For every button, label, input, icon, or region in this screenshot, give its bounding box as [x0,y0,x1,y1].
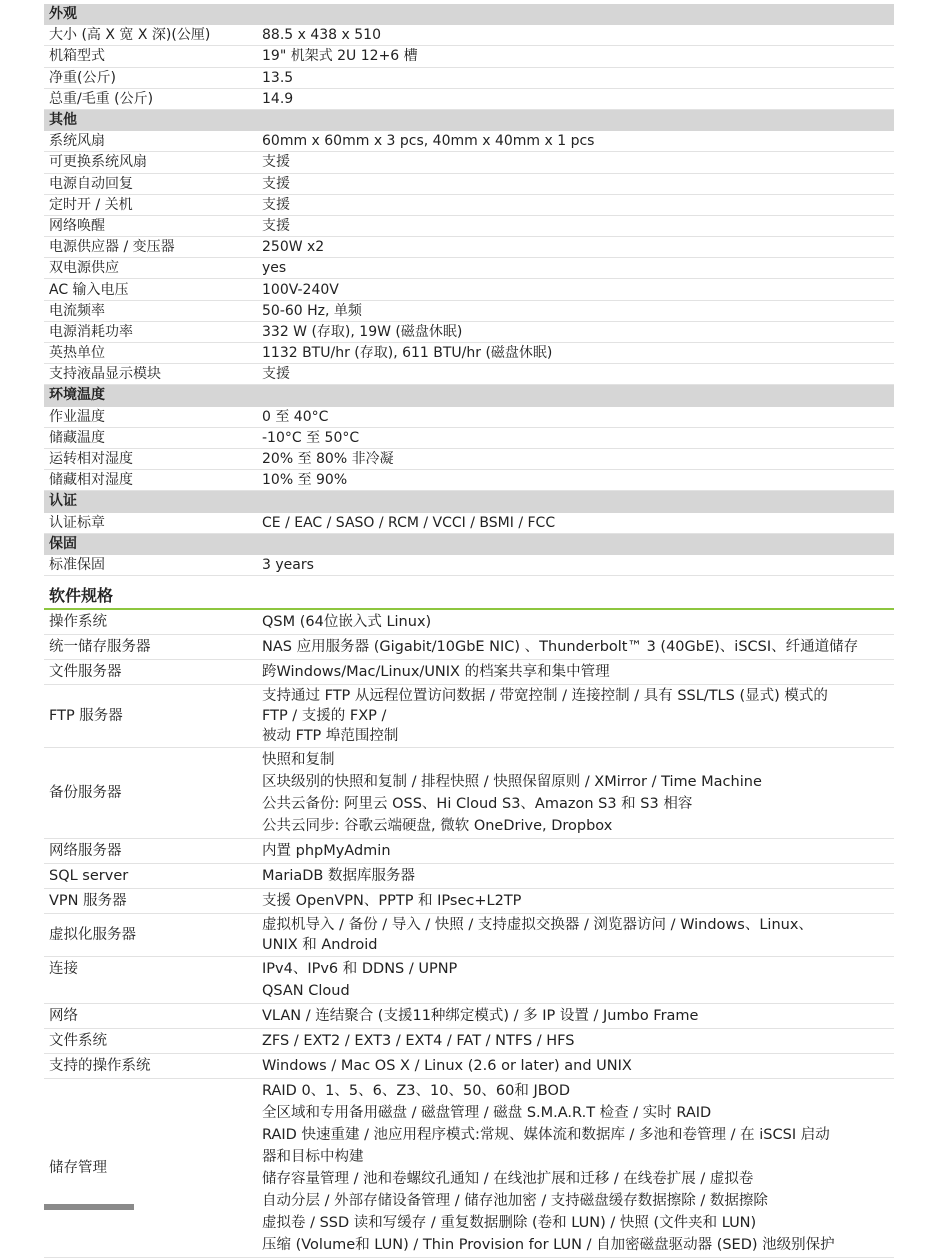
software-value-line: FTP / 支援的 FXP / [262,708,387,725]
spec-sheet [44,4,894,1258]
software-row [44,635,894,660]
software-value [257,1004,894,1029]
software-row [44,1004,894,1029]
spec-value: 支援 [257,215,894,236]
spec-value: 1132 BTU/hr (存取), 611 BTU/hr (磁盘休眠) [257,343,894,364]
software-label: 备份服务器 [44,748,257,839]
software-label: 网络服务器 [44,839,257,864]
spec-label: 储藏温度 [44,427,257,448]
spec-row [44,554,894,575]
spec-value: 50-60 Hz, 单频 [257,300,894,321]
section-header-row [44,491,894,512]
software-value-line: NAS 应用服务器 (Gigabit/10GbE NIC) 、Thunderbolt™ 3 (40GbE)、iSCSI、纤通道储存 [262,639,859,656]
software-value [257,635,894,660]
software-value-line: VLAN / 连结聚合 (支援11种绑定模式) / 多 IP 设置 / Jumbo Frame [262,1008,699,1025]
spec-value: 13.5 [257,67,894,88]
spec-label: 网络唤醒 [44,215,257,236]
spec-label: 双电源供应 [44,258,257,279]
software-row [44,660,894,685]
software-value [257,889,894,914]
software-value-line: Windows / Mac OS X / Linux (2.6 or later) and UNIX [262,1058,632,1075]
software-row [44,1029,894,1054]
spec-label: 可更换系统风扇 [44,152,257,173]
spec-row [44,470,894,491]
section-title: 认证 [44,491,894,512]
software-value-line: QSAN Cloud [262,983,350,1000]
software-value-line: 支援 OpenVPN、PPTP 和 IPsec+L2TP [262,893,522,910]
software-value [257,1054,894,1079]
software-row [44,889,894,914]
software-value-line: 跨Windows/Mac/Linux/UNIX 的档案共享和集中管理 [262,664,610,681]
software-value [257,660,894,685]
spec-value: 60mm x 60mm x 3 pcs, 40mm x 40mm x 1 pcs [257,131,894,152]
spec-row [44,67,894,88]
spec-row [44,237,894,258]
section-header-row [44,385,894,406]
spec-label: 标准保固 [44,554,257,575]
spec-label: 定时开 / 关机 [44,194,257,215]
software-value-line: ZFS / EXT2 / EXT3 / EXT4 / FAT / NTFS / HFS [262,1033,575,1050]
spec-row [44,406,894,427]
spec-row [44,46,894,67]
spec-label: 储藏相对湿度 [44,470,257,491]
spec-label: 机箱型式 [44,46,257,67]
spec-row [44,427,894,448]
software-value-line: 全区域和专用备用磁盘 / 磁盘管理 / 磁盘 S.M.A.R.T 检查 / 实时 RAID [262,1105,712,1122]
spec-value: 88.5 x 438 x 510 [257,25,894,46]
software-label: SQL server [44,864,257,889]
spec-label: 大小 (高 X 宽 X 深)(公厘) [44,25,257,46]
spec-value: yes [257,258,894,279]
software-value-line: 储存容量管理 / 池和卷螺纹孔通知 / 在线池扩展和迁移 / 在线卷扩展 / 虚拟卷 [262,1171,754,1188]
software-label: 文件服务器 [44,660,257,685]
spec-value: 支援 [257,152,894,173]
software-row [44,864,894,889]
spec-row [44,343,894,364]
scroll-indicator [44,1204,134,1210]
software-row [44,685,894,748]
spec-value: -10°C 至 50°C [257,427,894,448]
software-label: FTP 服务器 [44,685,257,748]
software-label: 操作系统 [44,610,257,635]
spec-row [44,279,894,300]
software-value-line: 区块级别的快照和复制 / 排程快照 / 快照保留原则 / XMirror / Time Machine [262,774,762,791]
spec-value: 19" 机架式 2U 12+6 槽 [257,46,894,67]
spec-row [44,364,894,385]
software-value-line: MariaDB 数据库服务器 [262,868,415,885]
software-spec-title: 软件规格 [44,578,894,610]
spec-row [44,448,894,469]
spec-label: 净重(公斤) [44,67,257,88]
software-spec-table [44,610,894,1258]
spec-label: 英热单位 [44,343,257,364]
section-title: 其他 [44,109,894,130]
software-value-line: UNIX 和 Android [262,937,378,954]
spec-label: 电源自动回复 [44,173,257,194]
software-value-line: 快照和复制 [262,752,335,769]
spec-value: 支援 [257,194,894,215]
software-value-line: 公共云同步: 谷歌云端硬盘, 微软 OneDrive, Dropbox [262,818,613,835]
software-label: 支持的操作系统 [44,1054,257,1079]
spec-label: AC 输入电压 [44,279,257,300]
software-value-line: 虚拟卷 / SSD 读和写缓存 / 重复数据删除 (卷和 LUN) / 快照 (文件夹和 LUN) [262,1215,757,1232]
hardware-spec-table [44,4,894,576]
spec-row [44,258,894,279]
software-label: VPN 服务器 [44,889,257,914]
spec-value: 20% 至 80% 非冷凝 [257,448,894,469]
software-value-line: 内置 phpMyAdmin [262,843,391,860]
section-title: 保固 [44,533,894,554]
spec-value: 支援 [257,173,894,194]
spec-row [44,512,894,533]
spec-label: 总重/毛重 (公斤) [44,88,257,109]
spec-row [44,321,894,342]
spec-value: CE / EAC / SASO / RCM / VCCI / BSMI / FCC [257,512,894,533]
software-row [44,957,894,1004]
software-value [257,957,894,1004]
spec-label: 电流频率 [44,300,257,321]
spec-row [44,25,894,46]
software-row [44,748,894,839]
section-header-row [44,4,894,25]
software-value [257,610,894,635]
spec-row [44,194,894,215]
software-value [257,1079,894,1258]
software-label: 文件系统 [44,1029,257,1054]
software-value-line: 器和目标中构建 [262,1149,364,1166]
software-label: 连接 [44,957,257,1004]
spec-value: 332 W (存取), 19W (磁盘休眠) [257,321,894,342]
software-value-line: 虚拟机导入 / 备份 / 导入 / 快照 / 支持虚拟交换器 / 浏览器访问 / Windows、Linux、 [262,917,813,934]
software-value-line: 公共云备份: 阿里云 OSS、Hi Cloud S3、Amazon S3 和 S3 相容 [262,796,693,813]
section-header-row [44,109,894,130]
software-value [257,914,894,957]
spec-row [44,88,894,109]
software-value [257,864,894,889]
software-value-line: QSM (64位嵌入式 Linux) [262,614,432,631]
software-value-line: RAID 快速重建 / 池应用程序模式:常规、媒体流和数据库 / 多池和卷管理 / 在 iSCSI 启动 [262,1127,830,1144]
spec-label: 作业温度 [44,406,257,427]
spec-value: 14.9 [257,88,894,109]
spec-row [44,152,894,173]
software-value-line: 自动分层 / 外部存储设备管理 / 储存池加密 / 支持磁盘缓存数据擦除 / 数据擦除 [262,1193,768,1210]
spec-value: 支援 [257,364,894,385]
spec-label: 运转相对湿度 [44,448,257,469]
spec-value: 250W x2 [257,237,894,258]
spec-row [44,131,894,152]
section-title: 外观 [44,4,894,25]
software-value-line: IPv4、IPv6 和 DDNS / UPNP [262,961,458,978]
software-row [44,610,894,635]
software-value-line: 支持通过 FTP 从远程位置访问数据 / 带宽控制 / 连接控制 / 具有 SSL/TLS (显式) 模式的 [262,688,828,705]
spec-value: 3 years [257,554,894,575]
software-label: 虚拟化服务器 [44,914,257,957]
software-value [257,839,894,864]
spec-row [44,173,894,194]
software-row [44,914,894,957]
software-label: 储存管理 [44,1079,257,1258]
spec-label: 电源供应器 / 变压器 [44,237,257,258]
software-label: 统一储存服务器 [44,635,257,660]
software-value-line: 被动 FTP 埠范围控制 [262,728,399,745]
spec-row [44,300,894,321]
spec-label: 支持液晶显示模块 [44,364,257,385]
software-row [44,839,894,864]
spec-row [44,215,894,236]
software-row [44,1054,894,1079]
spec-label: 电源消耗功率 [44,321,257,342]
spec-value: 100V-240V [257,279,894,300]
spec-label: 系统风扇 [44,131,257,152]
software-value-line: 压缩 (Volume和 LUN) / Thin Provision for LUN / 自加密磁盘驱动器 (SED) 池级别保护 [262,1237,835,1254]
section-header-row [44,533,894,554]
software-value [257,1029,894,1054]
software-value-line: RAID 0、1、5、6、Z3、10、50、60和 JBOD [262,1083,571,1100]
software-value [257,685,894,748]
software-row [44,1079,894,1258]
software-value [257,748,894,839]
spec-value: 0 至 40°C [257,406,894,427]
spec-value: 10% 至 90% [257,470,894,491]
section-title: 环境温度 [44,385,894,406]
software-label: 网络 [44,1004,257,1029]
spec-label: 认证标章 [44,512,257,533]
